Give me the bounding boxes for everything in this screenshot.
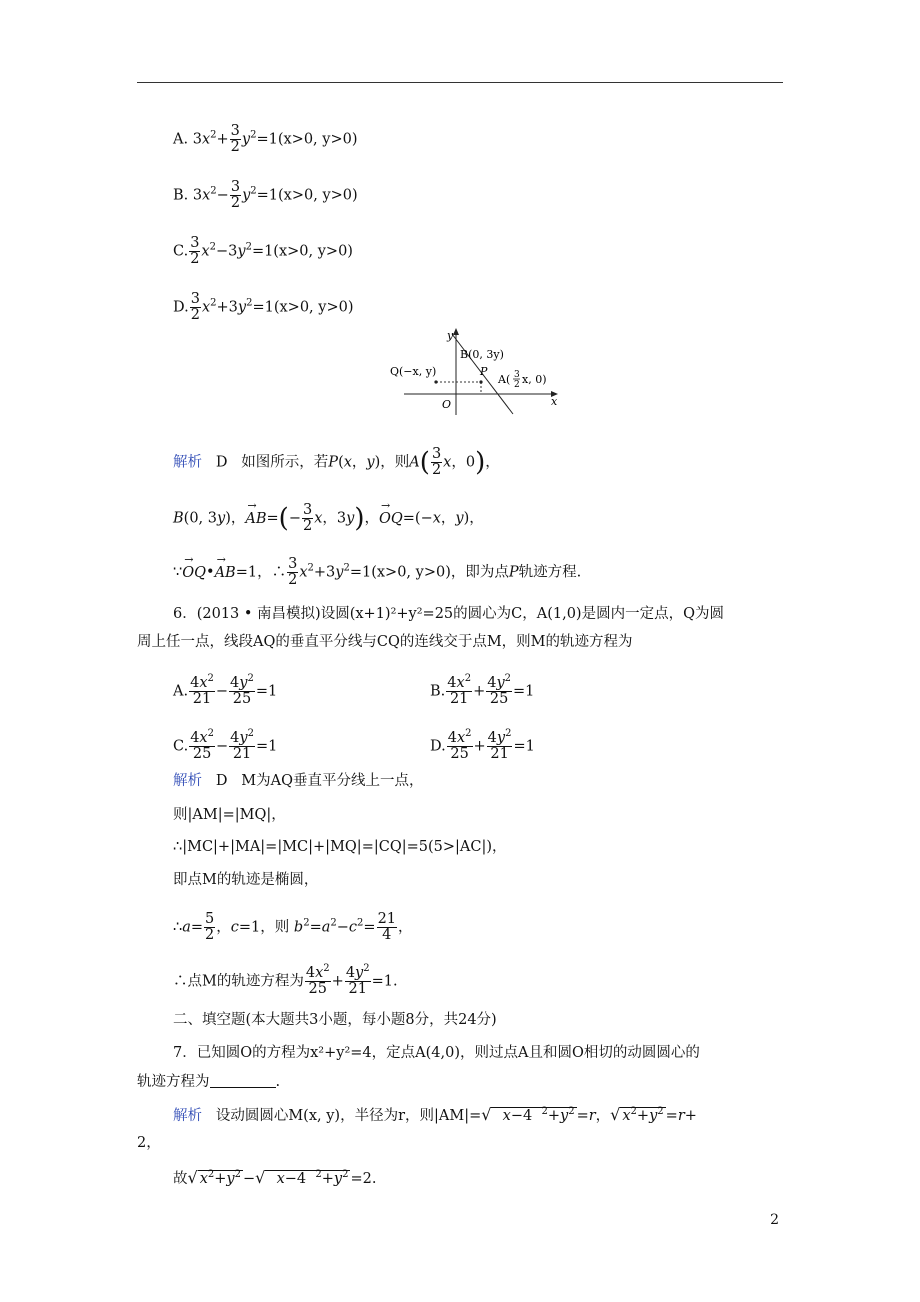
- a-frac-num: 3: [514, 370, 520, 380]
- q5-analysis-line2: B(0, 3y)，→ AB=(− $\frac{3}{2}$ x，3y)，→ OQ=(−x，y)，: [173, 503, 484, 534]
- q-label: Q(−x, y): [390, 365, 437, 378]
- option-b: B. $3x^2-$ $\frac{3}{2}$ $y^2=1(x>0$, y>0): [173, 179, 358, 211]
- y-axis-arrow: [453, 328, 459, 335]
- q7-stem-line1: 7．已知圆O的方程为x²+y²=4，定点A(4,0)，则过点A且和圆O相切的动圆圆心的: [173, 1045, 700, 1061]
- q6-analysis-line3: ∴|MC|+|MA|=|MC|+|MQ|=|CQ|=5(5>|AC|)，: [173, 839, 507, 855]
- page-number: 2: [770, 1212, 779, 1228]
- q7-analysis-line1: 解析 设动圆圆心M(x, y)，半径为r，则|AM|=√ x−4 $^2+y^2 =r$，√ $x^2+y^2 =r+$: [173, 1105, 697, 1124]
- q5-analysis-line1: 解析 D 如图所示，若P(x，y)，则A( $\frac{3}{2}$ x，0)，: [173, 446, 500, 478]
- option-c: C. $\frac{3}{2}$ $x^2-3y^2=1(x>0$, y>0): [173, 235, 353, 267]
- section-heading: 二、填空题(本大题共3小题，每小题8分，共24分): [173, 1012, 497, 1028]
- q7-stem-line2: 轨迹方程为 .: [137, 1074, 281, 1090]
- b-label: B(0, 3y): [460, 348, 504, 361]
- q6-option-b: B. $\frac{4x^2}{21}$ + $\frac{4y^2}{25}$ =1: [430, 673, 535, 707]
- origin-label: O: [442, 398, 452, 411]
- q6-stem-line1: 6．(2013 • 南昌模拟)设圆(x+1)²+y²=25的圆心为C，A(1,0)是圆内一定点，Q为圆: [173, 606, 724, 622]
- answer-blank: [210, 1073, 276, 1088]
- option-a: A. $3x^2+$ $\frac{3}{2}$ $y^2=1(x>0$, y>0): [173, 123, 358, 155]
- q6-option-d: D. $\frac{4x^2}{25}$ + $\frac{4y^2}{21}$ =1: [430, 728, 535, 762]
- header-rule: [137, 82, 783, 83]
- q6-analysis-line6: ∴点M的轨迹方程为 $\frac{4x^2}{25}$ + $\frac{4y^2}{21}$ =1.: [173, 963, 398, 997]
- q6-option-a: A. $\frac{4x^2}{21}$ − $\frac{4y^2}{25}$ =1: [173, 673, 278, 707]
- q7-analysis-line2: 2，: [137, 1135, 161, 1151]
- q6-stem-line2: 周上任一点，线段AQ的垂直平分线与CQ的连线交于点M，则M的轨迹方程为: [137, 634, 633, 650]
- x-label: x: [551, 395, 558, 408]
- point-p-dot: [479, 380, 482, 383]
- a-label-post: x, 0): [522, 373, 547, 386]
- q6-analysis-line4: 即点M的轨迹是椭圆，: [173, 872, 319, 888]
- coordinate-figure: [380, 325, 570, 417]
- a-label-pre: A(: [498, 373, 511, 386]
- y-label: y: [447, 329, 454, 342]
- p-label: P: [480, 365, 488, 378]
- q6-analysis-line5: ∴a= $\frac{5}{2}$ ，c=1，则 $b^2=a^2-c^2=$ $\frac{21}{4}$ ，: [173, 911, 413, 943]
- q6-option-c: C. $\frac{4x^2}{25}$ − $\frac{4y^2}{21}$ =1: [173, 728, 278, 762]
- q5-analysis-line3: ∵→ OQ•→ AB=1，∴ $\frac{3}{2}$ $x^2+3y^2=1(x>0$, y>0)，即为点P轨迹方程.: [173, 557, 581, 588]
- point-q-dot: [434, 380, 437, 383]
- q7-analysis-line3: 故√ $x^2+y^2$ −√ x−4 $^2+y^2 =2$.: [173, 1168, 377, 1187]
- option-d: D. $\frac{3}{2}$ $x^2+3y^2=1(x>0$, y>0): [173, 291, 354, 323]
- q6-analysis-line1: 解析 D M为AQ垂直平分线上一点，: [173, 773, 424, 789]
- a-frac-den: 2: [514, 380, 520, 390]
- q6-analysis-line2: 则|AM|=|MQ|，: [173, 807, 286, 823]
